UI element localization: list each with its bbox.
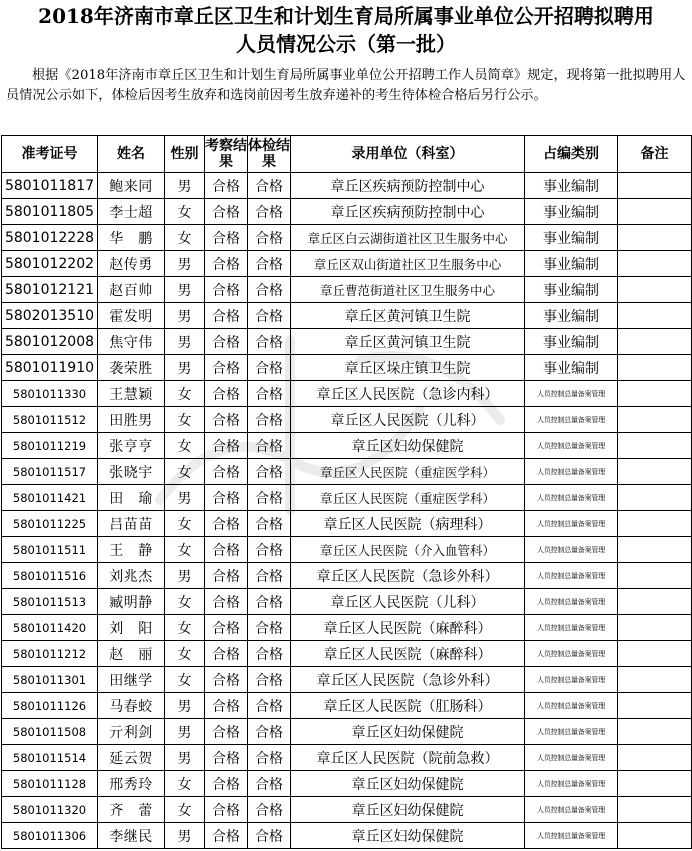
table-row xyxy=(2,459,692,485)
cell-hiring-unit: 章丘区人民医院（急诊内科） xyxy=(291,381,525,407)
cell-gender: 男 xyxy=(165,173,205,199)
cell-hiring-unit: 章丘区人民医院（病理科） xyxy=(291,511,525,537)
table-row xyxy=(2,667,692,693)
table-body xyxy=(2,173,692,849)
cell-staffing-type: 事业编制 xyxy=(525,355,618,381)
cell-name: 刘兆杰 xyxy=(98,563,165,589)
cell-physical-result: 合格 xyxy=(248,511,291,537)
cell-physical-result: 合格 xyxy=(248,225,291,251)
table-row xyxy=(2,355,692,381)
cell-note xyxy=(618,433,692,459)
table-row xyxy=(2,563,692,589)
cell-review-result: 合格 xyxy=(205,823,248,849)
hire-roster-table xyxy=(1,135,692,849)
table-row xyxy=(2,511,692,537)
cell-physical-result: 合格 xyxy=(248,745,291,771)
cell-physical-result: 合格 xyxy=(248,381,291,407)
cell-note xyxy=(618,667,692,693)
cell-exam-id: 5801012008 xyxy=(2,329,98,355)
cell-gender: 女 xyxy=(165,407,205,433)
cell-staffing-type: 人员控制总量备案管理 xyxy=(525,797,618,823)
cell-name: 赵传勇 xyxy=(98,251,165,277)
cell-name: 焦守伟 xyxy=(98,329,165,355)
cell-physical-result: 合格 xyxy=(248,823,291,849)
cell-review-result: 合格 xyxy=(205,615,248,641)
table-row xyxy=(2,407,692,433)
cell-staffing-type: 事业编制 xyxy=(525,277,618,303)
cell-hiring-unit: 章丘区人民医院（急诊外科） xyxy=(291,667,525,693)
cell-note xyxy=(618,823,692,849)
col-header-review: 考察结果 xyxy=(205,136,248,173)
cell-hiring-unit: 章丘区人民医院（重症医学科） xyxy=(291,485,525,511)
cell-exam-id: 5801011516 xyxy=(2,563,98,589)
cell-gender: 男 xyxy=(165,719,205,745)
cell-gender: 男 xyxy=(165,745,205,771)
cell-physical-result: 合格 xyxy=(248,693,291,719)
cell-staffing-type: 事业编制 xyxy=(525,199,618,225)
cell-name: 邢秀玲 xyxy=(98,771,165,797)
cell-hiring-unit: 章丘区妇幼保健院 xyxy=(291,433,525,459)
table-row xyxy=(2,745,692,771)
col-header-gender: 性别 xyxy=(165,136,205,173)
col-header-id: 准考证号 xyxy=(2,136,98,173)
cell-staffing-type: 人员控制总量备案管理 xyxy=(525,615,618,641)
cell-note xyxy=(618,485,692,511)
table-row xyxy=(2,433,692,459)
cell-staffing-type: 人员控制总量备案管理 xyxy=(525,511,618,537)
table-row xyxy=(2,199,692,225)
cell-hiring-unit: 章丘区疾病预防控制中心 xyxy=(291,173,525,199)
cell-note xyxy=(618,251,692,277)
cell-gender: 男 xyxy=(165,277,205,303)
cell-gender: 女 xyxy=(165,225,205,251)
cell-name: 赵 丽 xyxy=(98,641,165,667)
cell-physical-result: 合格 xyxy=(248,459,291,485)
cell-staffing-type: 事业编制 xyxy=(525,303,618,329)
cell-staffing-type: 事业编制 xyxy=(525,173,618,199)
cell-name: 刘 阳 xyxy=(98,615,165,641)
cell-review-result: 合格 xyxy=(205,251,248,277)
cell-note xyxy=(618,459,692,485)
cell-exam-id: 5801011513 xyxy=(2,589,98,615)
table-row xyxy=(2,251,692,277)
cell-exam-id: 5801011421 xyxy=(2,485,98,511)
cell-gender: 女 xyxy=(165,459,205,485)
cell-gender: 男 xyxy=(165,251,205,277)
cell-physical-result: 合格 xyxy=(248,303,291,329)
cell-name: 赵百帅 xyxy=(98,277,165,303)
cell-name: 田胜男 xyxy=(98,407,165,433)
cell-hiring-unit: 章丘区疾病预防控制中心 xyxy=(291,199,525,225)
cell-physical-result: 合格 xyxy=(248,173,291,199)
cell-review-result: 合格 xyxy=(205,771,248,797)
cell-note xyxy=(618,693,692,719)
cell-physical-result: 合格 xyxy=(248,485,291,511)
cell-staffing-type: 人员控制总量备案管理 xyxy=(525,381,618,407)
cell-note xyxy=(618,277,692,303)
cell-physical-result: 合格 xyxy=(248,407,291,433)
intro-paragraph: 根据《2018年济南市章丘区卫生和计划生育局所属事业单位公开招聘工作人员简章》规定，现将第一批拟聘用人员情况公示如下，体检后因考生放弃和选岗前因考生放弃递补的考生待体检合格后另行公示。 xyxy=(6,68,686,103)
cell-review-result: 合格 xyxy=(205,407,248,433)
cell-gender: 女 xyxy=(165,797,205,823)
cell-review-result: 合格 xyxy=(205,277,248,303)
cell-review-result: 合格 xyxy=(205,693,248,719)
cell-name: 李继民 xyxy=(98,823,165,849)
cell-hiring-unit: 章丘区黄河镇卫生院 xyxy=(291,303,525,329)
cell-exam-id: 5801011910 xyxy=(2,355,98,381)
cell-review-result: 合格 xyxy=(205,511,248,537)
cell-name: 张亨亨 xyxy=(98,433,165,459)
cell-name: 华 鹏 xyxy=(98,225,165,251)
cell-gender: 女 xyxy=(165,641,205,667)
cell-note xyxy=(618,511,692,537)
cell-note xyxy=(618,225,692,251)
table-row xyxy=(2,381,692,407)
cell-exam-id: 5801012121 xyxy=(2,277,98,303)
cell-physical-result: 合格 xyxy=(248,641,291,667)
table-row xyxy=(2,173,692,199)
cell-exam-id: 5801011817 xyxy=(2,173,98,199)
cell-staffing-type: 人员控制总量备案管理 xyxy=(525,823,618,849)
cell-physical-result: 合格 xyxy=(248,771,291,797)
cell-hiring-unit: 章丘区妇幼保健院 xyxy=(291,823,525,849)
cell-gender: 女 xyxy=(165,589,205,615)
table-row xyxy=(2,225,692,251)
cell-exam-id: 5801011805 xyxy=(2,199,98,225)
cell-hiring-unit: 章丘区人民医院（重症医学科） xyxy=(291,459,525,485)
cell-staffing-type: 人员控制总量备案管理 xyxy=(525,537,618,563)
cell-note xyxy=(618,381,692,407)
cell-gender: 女 xyxy=(165,433,205,459)
cell-staffing-type: 人员控制总量备案管理 xyxy=(525,745,618,771)
cell-hiring-unit: 章丘区人民医院（介入血管科） xyxy=(291,537,525,563)
cell-staffing-type: 事业编制 xyxy=(525,251,618,277)
cell-gender: 女 xyxy=(165,667,205,693)
table-row xyxy=(2,303,692,329)
cell-staffing-type: 事业编制 xyxy=(525,225,618,251)
cell-exam-id: 5801011420 xyxy=(2,615,98,641)
cell-name: 延云贺 xyxy=(98,745,165,771)
cell-hiring-unit: 章丘曹范街道社区卫生服务中心 xyxy=(291,277,525,303)
col-header-unit: 录用单位（科室） xyxy=(291,136,525,173)
cell-review-result: 合格 xyxy=(205,381,248,407)
cell-staffing-type: 人员控制总量备案管理 xyxy=(525,485,618,511)
cell-note xyxy=(618,615,692,641)
cell-physical-result: 合格 xyxy=(248,277,291,303)
title-line-1: 2018年济南市章丘区卫生和计划生育局所属事业单位公开招聘拟聘用 xyxy=(38,4,654,28)
page-title xyxy=(0,2,692,58)
cell-review-result: 合格 xyxy=(205,641,248,667)
cell-note xyxy=(618,173,692,199)
cell-review-result: 合格 xyxy=(205,225,248,251)
cell-exam-id: 5801011225 xyxy=(2,511,98,537)
cell-staffing-type: 人员控制总量备案管理 xyxy=(525,589,618,615)
cell-note xyxy=(618,199,692,225)
table-row xyxy=(2,485,692,511)
cell-exam-id: 5801011320 xyxy=(2,797,98,823)
cell-name: 袭荣胜 xyxy=(98,355,165,381)
cell-hiring-unit: 章丘区妇幼保健院 xyxy=(291,719,525,745)
cell-review-result: 合格 xyxy=(205,433,248,459)
cell-exam-id: 5801011212 xyxy=(2,641,98,667)
cell-review-result: 合格 xyxy=(205,745,248,771)
cell-name: 王慧颖 xyxy=(98,381,165,407)
cell-gender: 男 xyxy=(165,563,205,589)
cell-note xyxy=(618,329,692,355)
cell-physical-result: 合格 xyxy=(248,199,291,225)
cell-physical-result: 合格 xyxy=(248,563,291,589)
col-header-name: 姓名 xyxy=(98,136,165,173)
cell-hiring-unit: 章丘区妇幼保健院 xyxy=(291,797,525,823)
table-row xyxy=(2,277,692,303)
cell-note xyxy=(618,589,692,615)
col-header-physical: 体检结果 xyxy=(248,136,291,173)
table-row xyxy=(2,615,692,641)
cell-physical-result: 合格 xyxy=(248,615,291,641)
cell-name: 田继学 xyxy=(98,667,165,693)
cell-gender: 男 xyxy=(165,329,205,355)
cell-hiring-unit: 章丘区白云湖街道社区卫生服务中心 xyxy=(291,225,525,251)
cell-note xyxy=(618,355,692,381)
cell-hiring-unit: 章丘区人民医院（急诊外科） xyxy=(291,563,525,589)
cell-hiring-unit: 章丘区妇幼保健院 xyxy=(291,771,525,797)
cell-physical-result: 合格 xyxy=(248,251,291,277)
cell-physical-result: 合格 xyxy=(248,589,291,615)
cell-name: 吕苗苗 xyxy=(98,511,165,537)
cell-note xyxy=(618,641,692,667)
cell-exam-id: 5801011301 xyxy=(2,667,98,693)
cell-name: 王 静 xyxy=(98,537,165,563)
cell-review-result: 合格 xyxy=(205,459,248,485)
cell-review-result: 合格 xyxy=(205,485,248,511)
cell-name: 鲍来同 xyxy=(98,173,165,199)
cell-gender: 男 xyxy=(165,355,205,381)
cell-gender: 女 xyxy=(165,771,205,797)
cell-review-result: 合格 xyxy=(205,719,248,745)
table-row xyxy=(2,797,692,823)
cell-gender: 男 xyxy=(165,303,205,329)
cell-exam-id: 5801012202 xyxy=(2,251,98,277)
cell-staffing-type: 人员控制总量备案管理 xyxy=(525,407,618,433)
cell-exam-id: 5802013510 xyxy=(2,303,98,329)
cell-hiring-unit: 章丘区人民医院（麻醉科） xyxy=(291,615,525,641)
cell-note xyxy=(618,745,692,771)
cell-note xyxy=(618,563,692,589)
cell-exam-id: 5801011306 xyxy=(2,823,98,849)
cell-review-result: 合格 xyxy=(205,329,248,355)
cell-review-result: 合格 xyxy=(205,667,248,693)
cell-staffing-type: 人员控制总量备案管理 xyxy=(525,459,618,485)
cell-exam-id: 5801011330 xyxy=(2,381,98,407)
cell-review-result: 合格 xyxy=(205,355,248,381)
cell-gender: 女 xyxy=(165,537,205,563)
cell-name: 张晓宇 xyxy=(98,459,165,485)
cell-gender: 男 xyxy=(165,823,205,849)
table-row xyxy=(2,771,692,797)
cell-review-result: 合格 xyxy=(205,589,248,615)
cell-gender: 女 xyxy=(165,199,205,225)
cell-name: 李士超 xyxy=(98,199,165,225)
cell-name: 霍发明 xyxy=(98,303,165,329)
cell-name: 臧明静 xyxy=(98,589,165,615)
cell-hiring-unit: 章丘区双山街道社区卫生服务中心 xyxy=(291,251,525,277)
table-row xyxy=(2,589,692,615)
cell-review-result: 合格 xyxy=(205,537,248,563)
table-row xyxy=(2,537,692,563)
cell-gender: 男 xyxy=(165,693,205,719)
cell-note xyxy=(618,537,692,563)
table-row xyxy=(2,641,692,667)
cell-name: 亓利剑 xyxy=(98,719,165,745)
cell-review-result: 合格 xyxy=(205,797,248,823)
cell-physical-result: 合格 xyxy=(248,355,291,381)
table-row xyxy=(2,693,692,719)
cell-physical-result: 合格 xyxy=(248,667,291,693)
cell-review-result: 合格 xyxy=(205,563,248,589)
cell-staffing-type: 人员控制总量备案管理 xyxy=(525,641,618,667)
cell-staffing-type: 事业编制 xyxy=(525,329,618,355)
cell-note xyxy=(618,303,692,329)
cell-exam-id: 5801011219 xyxy=(2,433,98,459)
cell-exam-id: 5801011126 xyxy=(2,693,98,719)
cell-hiring-unit: 章丘区黄河镇卫生院 xyxy=(291,329,525,355)
cell-staffing-type: 人员控制总量备案管理 xyxy=(525,667,618,693)
col-header-type: 占编类别 xyxy=(525,136,618,173)
cell-note xyxy=(618,719,692,745)
cell-exam-id: 5801011508 xyxy=(2,719,98,745)
cell-name: 田 瑜 xyxy=(98,485,165,511)
cell-gender: 女 xyxy=(165,511,205,537)
cell-name: 马春蛟 xyxy=(98,693,165,719)
cell-physical-result: 合格 xyxy=(248,537,291,563)
cell-gender: 女 xyxy=(165,381,205,407)
cell-staffing-type: 人员控制总量备案管理 xyxy=(525,771,618,797)
cell-note xyxy=(618,797,692,823)
cell-physical-result: 合格 xyxy=(248,797,291,823)
cell-hiring-unit: 章丘区人民医院（儿科） xyxy=(291,589,525,615)
cell-hiring-unit: 章丘区垛庄镇卫生院 xyxy=(291,355,525,381)
cell-note xyxy=(618,407,692,433)
cell-gender: 男 xyxy=(165,485,205,511)
table-row xyxy=(2,823,692,849)
cell-physical-result: 合格 xyxy=(248,433,291,459)
cell-physical-result: 合格 xyxy=(248,329,291,355)
cell-exam-id: 5801011128 xyxy=(2,771,98,797)
col-header-note: 备注 xyxy=(618,136,692,173)
cell-physical-result: 合格 xyxy=(248,719,291,745)
cell-review-result: 合格 xyxy=(205,173,248,199)
cell-name: 齐 蕾 xyxy=(98,797,165,823)
title-line-2: 人员情况公示（第一批） xyxy=(236,32,456,56)
cell-staffing-type: 人员控制总量备案管理 xyxy=(525,563,618,589)
cell-review-result: 合格 xyxy=(205,199,248,225)
table-header-row xyxy=(2,136,692,173)
cell-note xyxy=(618,771,692,797)
cell-hiring-unit: 章丘区人民医院（儿科） xyxy=(291,407,525,433)
cell-exam-id: 5801012228 xyxy=(2,225,98,251)
cell-hiring-unit: 章丘区人民医院（肛肠科） xyxy=(291,693,525,719)
cell-review-result: 合格 xyxy=(205,303,248,329)
cell-gender: 女 xyxy=(165,615,205,641)
table-row xyxy=(2,329,692,355)
cell-staffing-type: 人员控制总量备案管理 xyxy=(525,433,618,459)
cell-exam-id: 5801011511 xyxy=(2,537,98,563)
cell-staffing-type: 人员控制总量备案管理 xyxy=(525,693,618,719)
cell-exam-id: 5801011512 xyxy=(2,407,98,433)
cell-hiring-unit: 章丘区人民医院（院前急救） xyxy=(291,745,525,771)
cell-staffing-type: 人员控制总量备案管理 xyxy=(525,719,618,745)
cell-hiring-unit: 章丘区人民医院（麻醉科） xyxy=(291,641,525,667)
table-row xyxy=(2,719,692,745)
cell-exam-id: 5801011517 xyxy=(2,459,98,485)
cell-exam-id: 5801011514 xyxy=(2,745,98,771)
